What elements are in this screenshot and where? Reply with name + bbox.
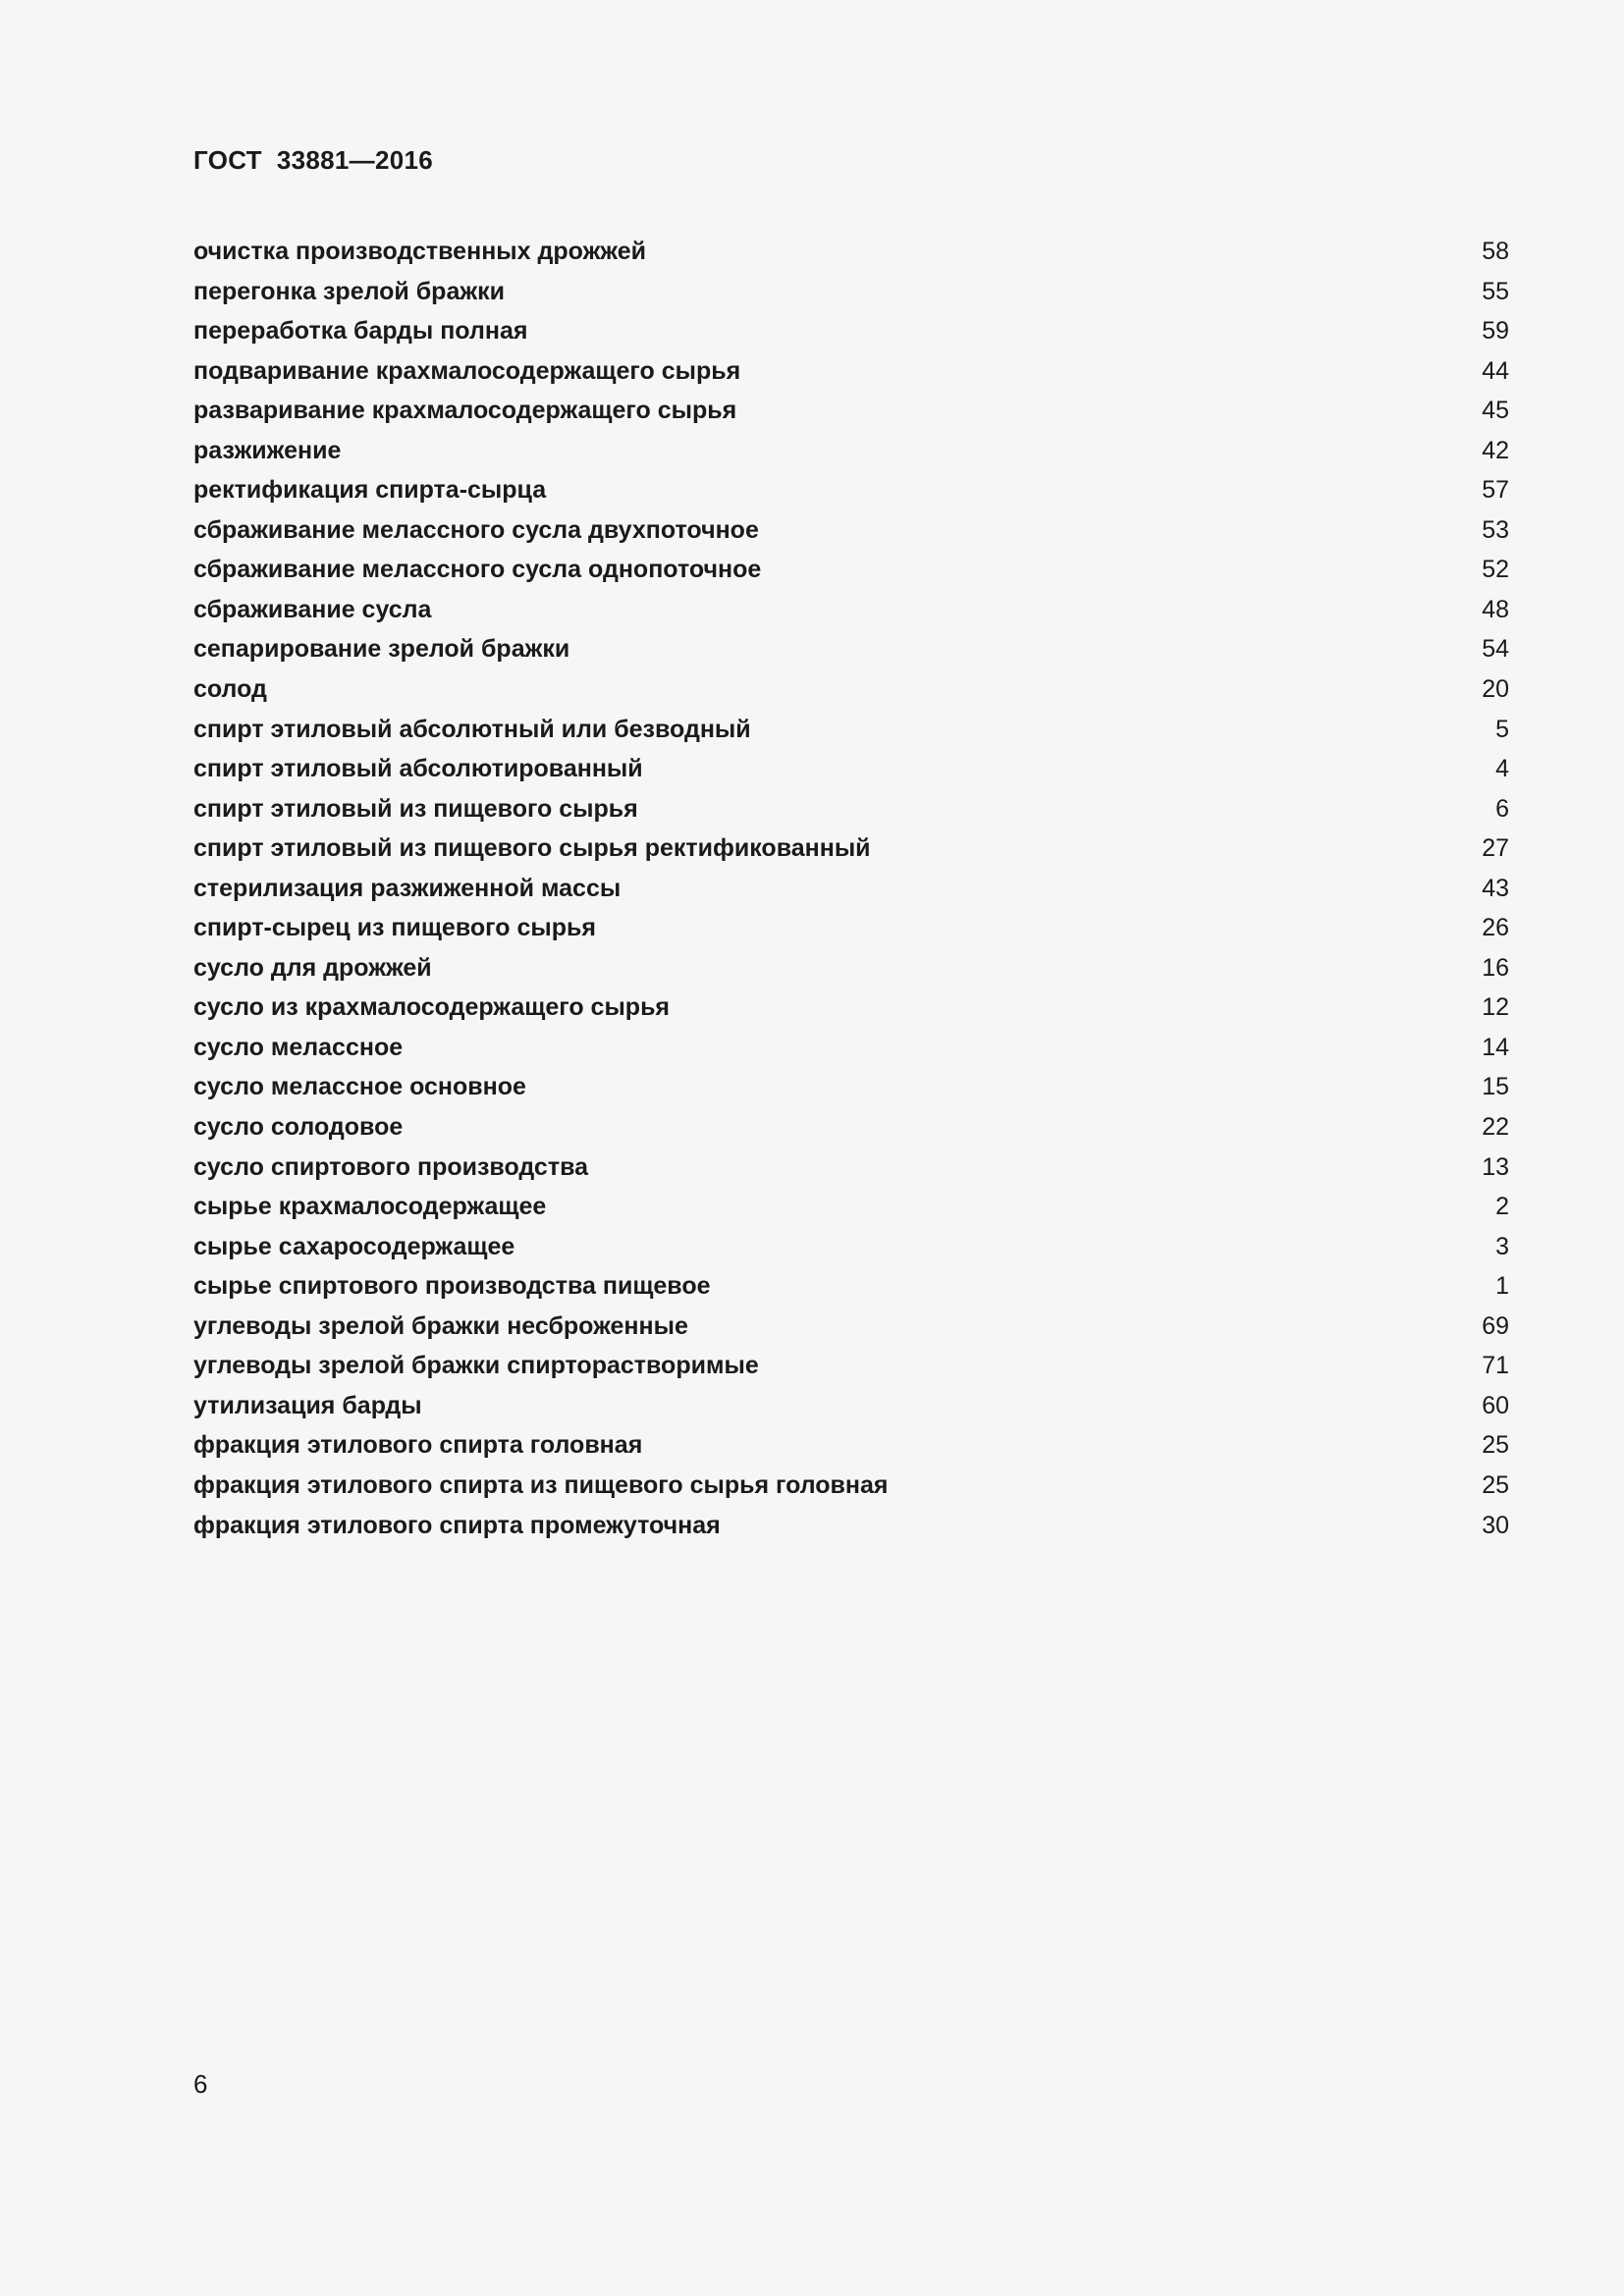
index-term: сусло мелассное	[193, 1033, 404, 1061]
index-entry	[193, 1506, 1509, 1546]
index-term: сырье спиртового производства пищевое	[193, 1272, 711, 1301]
index-term: спирт этиловый абсолютный или безводный	[193, 715, 751, 743]
index-term: фракция этилового спирта из пищевого сырья головная	[193, 1470, 889, 1499]
index-term-number: 48	[1482, 595, 1509, 623]
index-term: разжижение	[193, 436, 342, 464]
index-entry	[193, 1227, 1509, 1267]
index-entry	[193, 311, 1509, 351]
index-entry	[193, 1028, 1509, 1068]
index-term: углеводы зрелой бражки спирторастворимые	[193, 1352, 759, 1380]
index-entry	[193, 1307, 1509, 1347]
index-term-number: 1	[1495, 1272, 1509, 1301]
index-entry	[193, 470, 1509, 510]
index-term: очистка производственных дрожжей	[193, 238, 646, 265]
index-entry	[193, 232, 1509, 272]
index-term-number: 4	[1495, 755, 1509, 783]
index-entry	[193, 1425, 1509, 1466]
index-term: сбраживание мелассного сусла однопоточное	[193, 556, 762, 584]
index-term-number: 53	[1482, 515, 1509, 544]
index-term-number: 42	[1482, 436, 1509, 464]
index-entry	[193, 669, 1509, 710]
index-entry	[193, 431, 1509, 471]
index-entry	[193, 1466, 1509, 1506]
index-term-number: 14	[1482, 1033, 1509, 1061]
index-term: спирт этиловый из пищевого сырья	[193, 794, 638, 823]
index-term: утилизация барды	[193, 1391, 422, 1419]
index-term: сырье крахмалосодержащее	[193, 1193, 547, 1221]
index-term: сбраживание сусла	[193, 595, 432, 623]
index-term-number: 2	[1495, 1193, 1509, 1221]
index-term-number: 5	[1495, 715, 1509, 743]
index-entry	[193, 828, 1509, 869]
index-term: сбраживание мелассного сусла двухпоточное	[193, 515, 759, 544]
index-entry	[193, 1187, 1509, 1227]
index-term-number: 30	[1482, 1511, 1509, 1539]
index-term: сусло солодовое	[193, 1113, 404, 1142]
index-term-number: 25	[1482, 1470, 1509, 1499]
index-entry	[193, 1266, 1509, 1307]
index-entry	[193, 510, 1509, 551]
index-entry	[193, 1067, 1509, 1107]
index-entry	[193, 1148, 1509, 1188]
index-term-number: 52	[1482, 556, 1509, 584]
index-term: перегонка зрелой бражки	[193, 277, 505, 305]
index-entry	[193, 988, 1509, 1028]
index-entry	[193, 749, 1509, 789]
index-term-number: 12	[1482, 993, 1509, 1022]
index-entry	[193, 1346, 1509, 1386]
index-term-number: 3	[1495, 1232, 1509, 1260]
index-entry	[193, 351, 1509, 392]
index-term: фракция этилового спирта промежуточная	[193, 1511, 721, 1539]
index-term-number: 25	[1482, 1431, 1509, 1460]
index-term: сырье сахаросодержащее	[193, 1232, 515, 1260]
index-entry	[193, 710, 1509, 750]
index-term: переработка барды полная	[193, 317, 528, 346]
index-entry	[193, 789, 1509, 829]
index-term-number: 16	[1482, 953, 1509, 982]
index-term: сусло спиртового производства	[193, 1152, 589, 1181]
index-term: спирт этиловый из пищевого сырья ректификованный	[193, 834, 871, 863]
index-term: солод	[193, 675, 267, 704]
index-term-number: 27	[1482, 834, 1509, 863]
index-term: фракция этилового спирта головная	[193, 1431, 643, 1460]
index-term: сепарирование зрелой бражки	[193, 635, 570, 664]
index-term-number: 13	[1482, 1152, 1509, 1181]
index-term: спирт-сырец из пищевого сырья	[193, 914, 596, 942]
index-term-number: 6	[1495, 794, 1509, 823]
index-term: углеводы зрелой бражки несброженные	[193, 1311, 688, 1340]
index-term: ректификация спирта-сырца	[193, 476, 547, 505]
index-term-number: 54	[1482, 635, 1509, 664]
index-term-number: 44	[1482, 356, 1509, 385]
index-term: сусло для дрожжей	[193, 953, 432, 982]
page-number: 6	[193, 2069, 208, 2099]
index-term-number: 71	[1482, 1352, 1509, 1380]
index-term-number: 20	[1482, 675, 1509, 704]
alphabetical-index	[193, 232, 1509, 1545]
standard-header: ГОСТ 33881—2016	[193, 145, 434, 175]
index-term-number: 45	[1482, 397, 1509, 425]
index-entry	[193, 1386, 1509, 1426]
index-entry	[193, 629, 1509, 669]
index-term-number: 15	[1482, 1073, 1509, 1101]
index-term-number: 55	[1482, 277, 1509, 305]
index-term-number: 26	[1482, 914, 1509, 942]
index-term-number: 43	[1482, 874, 1509, 902]
index-entry	[193, 391, 1509, 431]
index-entry	[193, 908, 1509, 948]
index-term: стерилизация разжиженной массы	[193, 874, 622, 902]
index-entry	[193, 272, 1509, 312]
index-term: сусло из крахмалосодержащего сырья	[193, 993, 671, 1022]
index-term-number: 58	[1482, 238, 1509, 265]
index-term-number: 60	[1482, 1391, 1509, 1419]
index-entry	[193, 948, 1509, 988]
index-term-number: 57	[1482, 476, 1509, 505]
index-term: сусло мелассное основное	[193, 1073, 526, 1101]
index-entry	[193, 1107, 1509, 1148]
index-term: подваривание крахмалосодержащего сырья	[193, 356, 741, 385]
index-entry	[193, 550, 1509, 590]
index-entry	[193, 869, 1509, 909]
index-term: разваривание крахмалосодержащего сырья	[193, 397, 737, 425]
index-term: спирт этиловый абсолютированный	[193, 755, 643, 783]
index-term-number: 59	[1482, 317, 1509, 346]
index-term-number: 22	[1482, 1113, 1509, 1142]
index-term-number: 69	[1482, 1311, 1509, 1340]
index-entry	[193, 590, 1509, 630]
